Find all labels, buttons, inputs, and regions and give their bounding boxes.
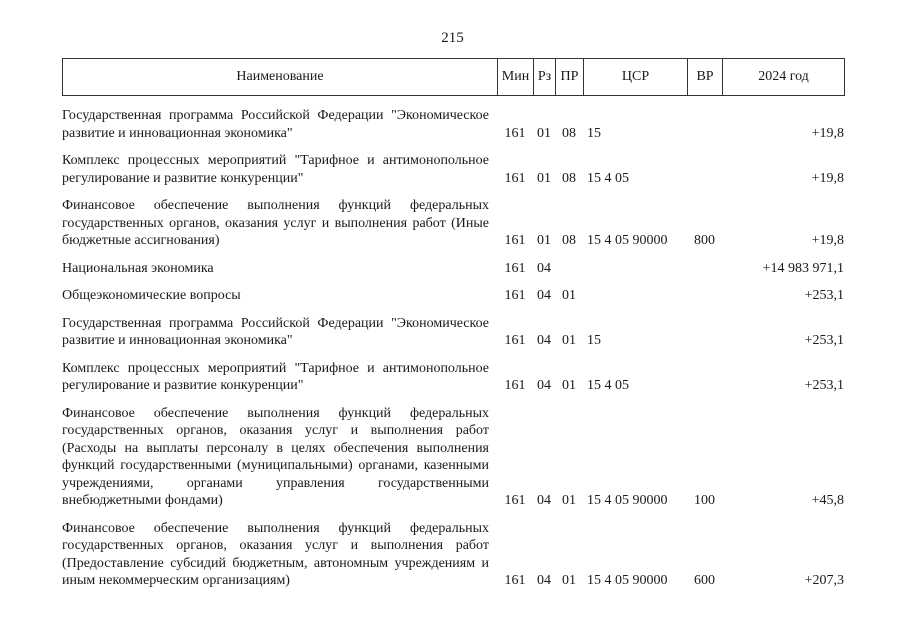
row-name: Финансовое обеспечение выполнения функций федеральных государственных органов, оказания услуг и выполнения работ (Расходы на выплаты персоналу в целях обеспечения выполнения функций государственными (муниципальными) органами, казенными учреждениями, органами управления государственными внебюджетными фондами) — [62, 405, 489, 508]
row-vr — [687, 152, 722, 187]
row-spacer — [62, 187, 844, 197]
row-name: Финансовое обеспечение выполнения функций федеральных государственных органов, оказания услуг и выполнения работ (Предоставление субсидий бюджетным, автономным учреждениям и иным некоммерческим организациям) — [62, 520, 489, 588]
row-vr: 800 — [694, 233, 715, 248]
row-vr — [687, 287, 722, 305]
row-vr — [687, 107, 722, 142]
row-csr: 15 4 05 — [587, 378, 629, 393]
row-csr: 15 4 05 — [587, 170, 629, 186]
table-row — [62, 287, 844, 305]
row-name: Государственная программа Российской Федерации "Экономическое развитие и инновационная экономика" — [62, 108, 489, 141]
row-spacer-cell — [62, 187, 844, 197]
table-row — [62, 520, 844, 590]
row-name: Национальная экономика — [62, 260, 214, 276]
row-name: Комплекс процессных мероприятий "Тарифное и антимонопольное регулирование и развитие конкуренции" — [62, 360, 489, 393]
row-rz: 01 — [537, 170, 551, 186]
row-spacer-cell — [62, 142, 844, 152]
row-amount: +207,3 — [804, 573, 844, 588]
header-year: 2024 год — [723, 59, 845, 96]
row-amount: +45,8 — [811, 493, 844, 508]
row-spacer-cell — [62, 510, 844, 520]
row-rz: 04 — [537, 288, 551, 303]
row-rz: 04 — [537, 260, 551, 276]
row-spacer — [62, 250, 844, 260]
row-vr — [687, 315, 722, 350]
row-rz: 04 — [537, 493, 551, 508]
row-spacer — [62, 510, 844, 520]
row-min: 161 — [504, 378, 526, 393]
row-min: 161 — [504, 170, 526, 186]
row-pr: 01 — [562, 333, 576, 348]
row-min: 161 — [504, 573, 526, 588]
table-row — [62, 360, 844, 395]
table-row — [62, 405, 844, 510]
row-amount: +14 983 971,1 — [762, 260, 844, 276]
table-row — [62, 260, 844, 278]
row-amount: +253,1 — [804, 333, 844, 348]
row-spacer-cell — [62, 277, 844, 287]
row-name: Финансовое обеспечение выполнения функций федеральных государственных органов, оказания услуг и выполнения работ (Иные бюджетные ассигнования) — [62, 198, 489, 248]
row-rz: 01 — [537, 125, 551, 141]
header-pr: ПР — [556, 59, 584, 96]
row-min: 161 — [504, 333, 526, 348]
row-spacer — [62, 395, 844, 405]
table-header — [62, 58, 845, 96]
page-number: 215 — [441, 30, 464, 46]
row-spacer-cell — [62, 250, 844, 260]
row-csr — [583, 287, 687, 305]
row-spacer — [62, 350, 844, 360]
row-amount: +19,8 — [811, 170, 844, 186]
row-name: Общеэкономические вопросы — [62, 288, 241, 303]
row-rz: 01 — [537, 233, 551, 248]
row-pr: 08 — [562, 233, 576, 248]
row-spacer-cell — [62, 350, 844, 360]
row-name: Государственная программа Российской Федерации "Экономическое развитие и инновационная экономика" — [62, 315, 489, 348]
row-spacer — [62, 277, 844, 287]
row-min: 161 — [504, 233, 526, 248]
row-pr: 01 — [562, 378, 576, 393]
row-amount: +253,1 — [804, 378, 844, 393]
row-spacer — [62, 305, 844, 315]
row-min: 161 — [504, 493, 526, 508]
row-csr: 15 — [587, 333, 601, 348]
row-min: 161 — [504, 288, 526, 303]
budget-table — [62, 107, 844, 590]
row-pr: 08 — [562, 125, 576, 141]
row-csr: 15 4 05 90000 — [587, 573, 668, 588]
row-pr: 01 — [562, 493, 576, 508]
row-rz: 04 — [537, 378, 551, 393]
row-spacer — [62, 142, 844, 152]
header-csr: ЦСР — [584, 59, 688, 96]
row-vr: 600 — [694, 573, 715, 588]
row-spacer-cell — [62, 305, 844, 315]
row-rz: 04 — [537, 333, 551, 348]
row-csr: 15 4 05 90000 — [587, 233, 668, 248]
row-pr: 08 — [562, 170, 576, 186]
row-csr: 15 — [587, 125, 601, 141]
row-rz: 04 — [537, 573, 551, 588]
header-vr: ВР — [688, 59, 723, 96]
row-name: Комплекс процессных мероприятий "Тарифное и антимонопольное регулирование и развитие конкуренции" — [62, 153, 489, 186]
row-csr: 15 4 05 90000 — [587, 493, 668, 508]
row-amount: +253,1 — [804, 288, 844, 303]
header-rz: Рз — [534, 59, 556, 96]
row-pr: 01 — [562, 288, 576, 303]
row-spacer-cell — [62, 395, 844, 405]
row-pr: 01 — [562, 573, 576, 588]
row-amount: +19,8 — [811, 125, 844, 141]
table-row — [62, 315, 844, 350]
table-row — [62, 152, 844, 187]
row-amount: +19,8 — [811, 233, 844, 248]
row-vr — [687, 360, 722, 395]
row-vr — [687, 260, 722, 278]
header-min: Мин — [498, 59, 534, 96]
row-vr: 100 — [694, 493, 715, 508]
row-pr — [555, 260, 583, 278]
header-name: Наименование — [63, 59, 498, 96]
table-row — [62, 107, 844, 142]
row-csr — [583, 260, 687, 278]
row-min: 161 — [504, 260, 526, 276]
table-row — [62, 197, 844, 250]
row-min: 161 — [504, 125, 526, 141]
